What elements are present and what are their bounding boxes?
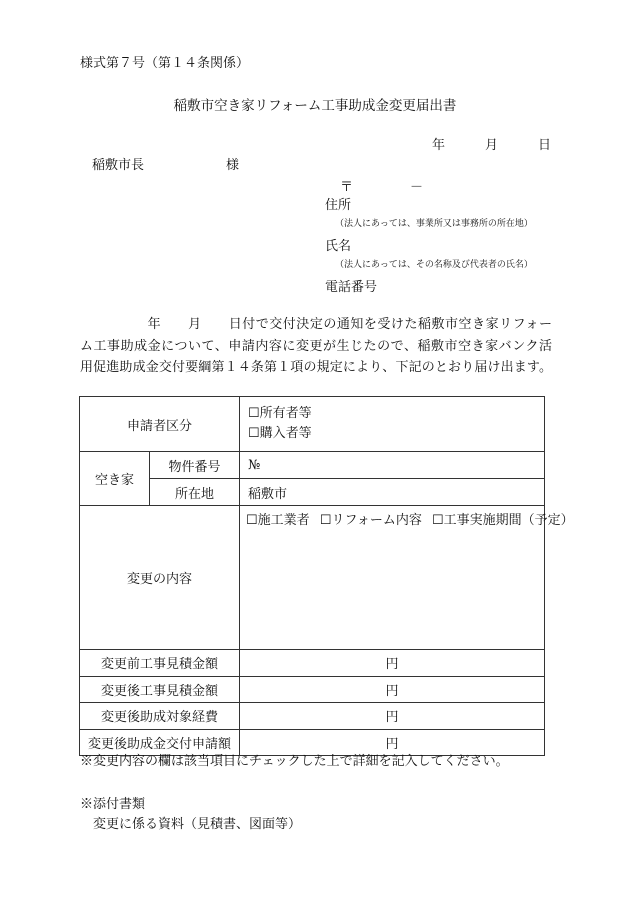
grant-request-amount-label: 変更後助成金交付申請額: [80, 729, 240, 756]
address-note: （法人にあっては、事業所又は事務所の所在地）: [335, 219, 533, 229]
attachment-item: 変更に係る資料（見積書、図面等）: [93, 817, 302, 832]
attachment-heading: ※添付書類: [80, 797, 146, 812]
table-row: [80, 703, 545, 730]
addressee-honorific: 様: [226, 158, 240, 173]
postal-dash: －: [410, 180, 424, 195]
form-number: 様式第７号（第１４条関係）: [80, 56, 250, 71]
applicant-type-options[interactable]: [240, 397, 545, 452]
declaration-line: 用促進助成金交付要綱第１４条第１項の規定により、下記のとおり届け出ます。: [80, 360, 552, 375]
date-day-label: 日: [538, 138, 552, 153]
name-label: 氏名: [325, 239, 352, 254]
addressee: 稲敷市長: [92, 158, 145, 173]
checkbox-owner[interactable]: ☐所有者等: [248, 406, 312, 421]
checkbox-reform-content[interactable]: ☐リフォーム内容: [319, 513, 422, 528]
declaration-line: 年 月 日付で交付決定の通知を受けた稲敷市空き家リフォー: [80, 317, 552, 332]
vacant-house-label: 空き家: [80, 452, 150, 506]
declaration-line: ム工事助成金について、申請内容に変更が生じたので、稲敷市空き家バンク活: [80, 338, 552, 354]
post-change-estimate-field[interactable]: 円: [240, 676, 545, 703]
eligible-expense-field[interactable]: 円: [240, 703, 545, 730]
table-row: [80, 452, 545, 479]
location-field[interactable]: 稲敷市: [240, 479, 545, 506]
checkbox-construction-period[interactable]: ☐工事実施期間（予定）: [431, 513, 574, 528]
date-year-label: 年: [432, 138, 446, 153]
postal-mark: 〒: [340, 180, 354, 195]
property-number-label: 物件番号: [150, 452, 240, 479]
applicant-type-label: 申請者区分: [80, 397, 240, 452]
table-row: [80, 506, 545, 650]
change-content-label: 変更の内容: [80, 506, 240, 650]
table-row: [80, 479, 545, 506]
table-row: [80, 397, 545, 452]
location-label: 所在地: [150, 479, 240, 506]
property-number-field[interactable]: №: [240, 452, 545, 479]
table-row: [80, 676, 545, 703]
post-change-estimate-label: 変更後工事見積金額: [80, 676, 240, 703]
change-content-note: ※変更内容の欄は該当項目にチェックした上で詳細を記入してください。: [80, 754, 509, 769]
eligible-expense-label: 変更後助成対象経費: [80, 703, 240, 730]
document-title: 稲敷市空き家リフォーム工事助成金変更届出書: [173, 98, 457, 114]
change-form-table: [79, 396, 574, 756]
change-content-field[interactable]: [240, 506, 574, 650]
date-month-label: 月: [485, 138, 499, 153]
checkbox-contractor[interactable]: ☐施工業者: [246, 513, 310, 528]
address-label: 住所: [325, 198, 352, 213]
pre-change-estimate-field[interactable]: 円: [240, 650, 545, 677]
declaration-paragraph: [80, 314, 552, 379]
grant-request-amount-field[interactable]: 円: [240, 729, 545, 756]
pre-change-estimate-label: 変更前工事見積金額: [80, 650, 240, 677]
name-note: （法人にあっては、その名称及び代表者の氏名）: [335, 260, 533, 270]
table-row: [80, 650, 545, 677]
phone-label: 電話番号: [325, 280, 378, 295]
checkbox-buyer[interactable]: ☐購入者等: [248, 426, 312, 441]
